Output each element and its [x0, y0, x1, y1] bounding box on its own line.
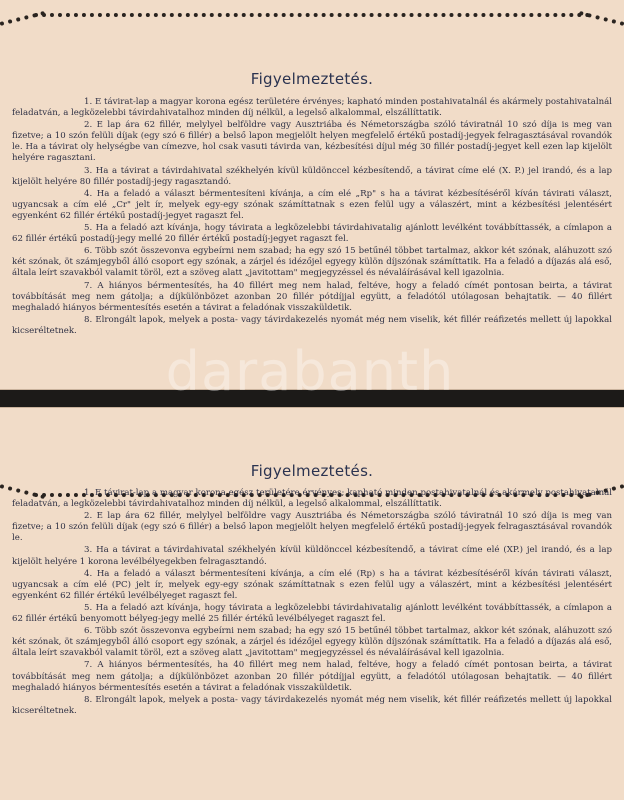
instruction-paragraph: 5. Ha a feladó azt kívánja, hogy távirata a legközelebbi távirdahivatalig ajánlott levélként továbbíttassék, a címlapon a 62 fillér értékű benyomott bélyeg-jegy mellé 25 fillér értékű levélbélyeget ragaszt fel. — [12, 602, 612, 625]
instruction-paragraph: 7. A hiányos bérmentesítés, ha 40 fillért meg nem halad, feltéve, hogy a feladó címét pontosan beirta, a távirat továbbítását meg nem gátolja; a díjkülönbözet azonban 20 fillér pótdíjjal együtt, a feladótól utólagosan behajtatik. — 40 fillért meghaladó hiányos bérmentesítés esetén a távirat a feladónak visszaküldetik. — [12, 660, 612, 693]
instruction-paragraph: 8. Elrongált lapok, melyek a posta- vagy távirdakezelés nyomát még nem viselik, két fillér reáfizetés mellett új lapokkal kicseréltetnek. — [12, 314, 612, 336]
instruction-paragraph: 3. Ha a távirat a távirdahivatal székhelyén kívül küldönccel kézbesítendő, a távirat címe elé (X. P.) jel irandó, és a lap kijelölt helyére 80 fillér postadíj-jegy ragasztandó. — [12, 165, 612, 187]
instruction-paragraph: 6. Több szót összevonva egybeírni nem szabad; ha egy szó 15 betűnél többet tartalmaz, akkor két szónak, aláhuzott szó két szónak, öt számjegyből álló csoport egy szónak, a zárjel és idézőjel egyegy külön díjszónak számíttatik. Ha a feladó a díjazás alá eső, általa leírt szavakból valamit töröl, ezt a szöveg alatt „javitottam" megjegyzéssel és névaláírásával kell igazolnia. — [12, 626, 612, 659]
instruction-paragraph: 5. Ha a feladó azt kívánja, hogy távirata a legközelebbi távirdahivatalig ajánlott levélként továbbíttassék, a címlapon a 62 fillér értékű postadíj-jegy mellé 20 fillér értékű postadíj-jegyet ragaszt fel. — [12, 223, 612, 245]
instruction-paragraph: 8. Elrongált lapok, melyek a posta- vagy távirdakezelés nyomát még nem viselik, két fillér reáfizetés mellett új lapokkal kicseréltetnek. — [12, 694, 612, 716]
perforation-line — [34, 13, 590, 17]
telegram-card-bottom — [0, 407, 624, 800]
instruction-paragraph: 2. E lap ára 62 fillér, melylyel belföldre vagy Ausztriába és Németországba szóló táviratnál 10 szó díja is meg van fizetve; a 10 szón felüli díjak (egy szó 6 fillér) a belső lapon megjelölt helyen megfelelő értékű postadíj-jegyek felragasztásával rovandók le. — [12, 511, 612, 544]
instruction-paragraph: 3. Ha a távirat a távirdahivatal székhelyén kívül küldönccel kézbesítendő, a távirat címe elé (XP.) jel irandó, és a lap kijelölt helyére 1 korona levélbélyegekben felragasztandó. — [12, 545, 612, 567]
perforation-corner-left — [0, 11, 45, 26]
instruction-paragraph: 7. A hiányos bérmentesítés, ha 40 fillért meg nem halad, feltéve, hogy a feladó címét pontosan beirta, a távirat továbbítását meg nem gátolja; a díjkülönbözet azonban 20 fillér pótdíjjal együtt, a feladótól utólagosan behajtatik. — 40 fillért meghaladó hiányos bérmentesítés esetén a távirat a feladónak visszaküldetik. — [12, 280, 612, 313]
instruction-paragraph: 6. Több szót összevonva egybeírni nem szabad; ha egy szó 15 betűnél többet tartalmaz, akkor két szónak, aláhuzott szó két szónak, öt számjegyből álló csoport egy szónak, a zárjel és idézőjel egyegy külön díjszónak számíttatik. Ha a feladó a díjazás alá eső, általa leírt szavakból valamit töröl, ezt a szöveg alatt „javitottam" megjegyzéssel és névaláírásával kell igazolnia. — [12, 246, 612, 279]
watermark: darabanth — [165, 340, 455, 403]
instruction-paragraph: 1. E távirat-lap a magyar korona egész területére érvényes; kapható minden postahivatalnál és akármely postahivatalnál feladatván, a legközelebbi távirdahivatalhoz minden díj nélkül, a legelső alkalommal, elszállíttatik. — [12, 97, 612, 119]
card-title: Figyelmeztetés. — [250, 70, 374, 88]
instruction-paragraph: 4. Ha a feladó a választ bérmentesíteni kívánja, a cím elé „Rp" s ha a távirat kézbesítéséről kíván távirati választ, ugyancsak a cím elé „Cr" jelt ír, melyek egy-egy szónak számíttatnak s ezen felül ugy a válaszért, mint a kézbesítési jelentésért egyenként 62 fillér értékű postadíj-jegyet ragaszt fel. — [12, 188, 612, 221]
telegram-card-top — [0, 0, 624, 390]
card-title: Figyelmeztetés. — [250, 462, 374, 480]
instruction-paragraph: 4. Ha a feladó a választ bérmentesíteni kívánja, a cím elé (Rp) s ha a távirat kézbesítéséről kíván távirati választ, ugyancsak a cím elé (PC) jelt ír, melyek egy-egy szónak számíttatnak s ezen felül ugy a válaszért, mint a kézbesítési jelentésért egyenként 62 fillér értékű levélbélyeget ragaszt fel. — [12, 568, 612, 601]
instruction-paragraph: 1. E távirat-lap a magyar korona egész területére érvényes; kapható minden postahivatalnál és akármely postahivatalnál feladatván, a legközelebbi távirdahivatalhoz minden díj nélkül, a legelső alkalommal, elszállíttatik. — [12, 488, 612, 510]
instructions-text — [12, 488, 612, 718]
perforation-corner-right — [579, 11, 624, 26]
instruction-paragraph: 2. E lap ára 62 fillér, melylyel belföldre vagy Ausztriába és Németországba szóló táviratnál 10 szó díja is meg van fizetve; a 10 szón felüli díjak (egy szó 6 fillér) a belső lapon megjelölt helyen megfelelő értékű postadíj-jegyek felragasztásával rovandók le. Ha a távirat oly helységbe van címezve, hol csak vasuti távirda van, kézbesítési díjul még 30 fillér postadíj-jegyet kell ezen lap kijelölt helyére ragasztani. — [12, 120, 612, 164]
instructions-text — [12, 97, 612, 338]
